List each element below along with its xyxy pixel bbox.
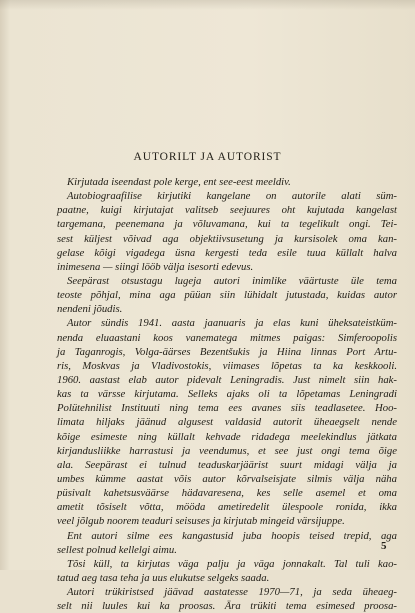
- text-line: sest küljest võivad aga objektiivsusetung ja kursisolek oma kan-: [57, 232, 397, 245]
- text-line: gelase kõigi vigadega üsna kergesti teda esile tuua küllalt halva: [57, 246, 397, 259]
- text-line: Autobiograafilise kirjutiki kangelane on autorile alati süm-: [67, 190, 397, 203]
- body-text: [57, 175, 397, 613]
- text-line: umbes kümme aastat võis autor kõrvalseisjate silmis välja näha: [57, 472, 397, 485]
- text-line: paatne, kuigi kirjutajat valitseb seejuures oht kujutada kangelast: [57, 204, 397, 217]
- text-line: ala. Seepärast ei tulnud teaduskarjäärist suurt midagi välja ja: [57, 458, 397, 471]
- text-line: kirjandusliikke harrastusi ja veendumus, et see just ongi tema õige: [57, 444, 397, 457]
- text-line: püsivalt kahetsusväärse hädavaresena, kes selle asemel et oma: [57, 487, 397, 500]
- text-line: Kirjutada iseendast pole kerge, ent see-eest meeldiv.: [67, 176, 291, 188]
- text-line: Tõsi küll, ta kirjutas väga palju ja väga jonnakalt. Tal tuli kao-: [67, 557, 397, 570]
- text-line: kas ta värsse kirjutama. Selleks ajaks oli ta lõpetamas Leningradi: [57, 388, 397, 401]
- text-line: Polütehnilist Instituuti ning tema ees avanes siis teadlasetee. Hoo-: [57, 402, 397, 415]
- text-line: tatud aeg tasa teha ja uus elukutse selgeks saada.: [57, 571, 270, 584]
- text-line: 1960. aastast elab autor pidevalt Leningradis. Just nimelt siin hak-: [57, 373, 397, 386]
- text-line: sellest polnud kellelgi aimu.: [57, 543, 177, 556]
- text-line: Seepärast otsustagu lugeja autori inimlike väärtuste üle tema: [67, 274, 397, 287]
- text-line: nendeni jõudis.: [57, 303, 123, 316]
- text-line: selt nii luules kui ka proosas. Ära trükiti tema esimesed proosa-: [57, 600, 397, 613]
- text-line: kõige esimeste ning küllalt kehvade ridadega meelekindlus jätkata: [57, 430, 397, 443]
- text-line: targemana, peenemana ja võluvamana, kui ta tegelikult ongi. Tei-: [57, 218, 397, 231]
- text-line: Autori trükiristsed jäävad aastatesse 1970—71, ja seda üheaeg-: [67, 586, 397, 599]
- text-line: veel jõlgub noorem teaduri seisuses ja kirjutab mingeid värsijuppe.: [57, 515, 345, 528]
- text-line: ametit tõsiselt võtta, mööda ametiredelit ülespoole ronida, ikka: [57, 501, 397, 514]
- page-top-shadow: [0, 0, 415, 10]
- text-line: inimesena — siingi lööb välja isesorti edevus.: [57, 260, 254, 273]
- text-line: ja Taganrogis, Volga-äärses Bezentšukis ja Hiina linnas Port Artu-: [57, 345, 397, 358]
- text-line: Autor sündis 1941. aasta jaanuaris ja elas kuni üheksateistküm-: [67, 317, 397, 330]
- chapter-heading: AUTORILT JA AUTORIST: [133, 151, 282, 163]
- text-line: teoste põhjal, mina aga püüan siin lühidalt jutustada, kuidas autor: [57, 289, 397, 302]
- text-line: nenda eluaastani koos vanematega mitmes paigas: Simferoopolis: [57, 331, 397, 344]
- text-line: limata hiljaks jäänud algusest valdasid autorit üheaegselt nende: [57, 416, 397, 429]
- text-line: ris, Moskvas ja Vladivostokis, viimases lõpetas ta ka keskkooli.: [57, 359, 397, 372]
- page-number: 5: [381, 540, 387, 552]
- text-line: Ent autori silme ees kangastusid juba hoopis teised trepid, aga: [67, 529, 397, 542]
